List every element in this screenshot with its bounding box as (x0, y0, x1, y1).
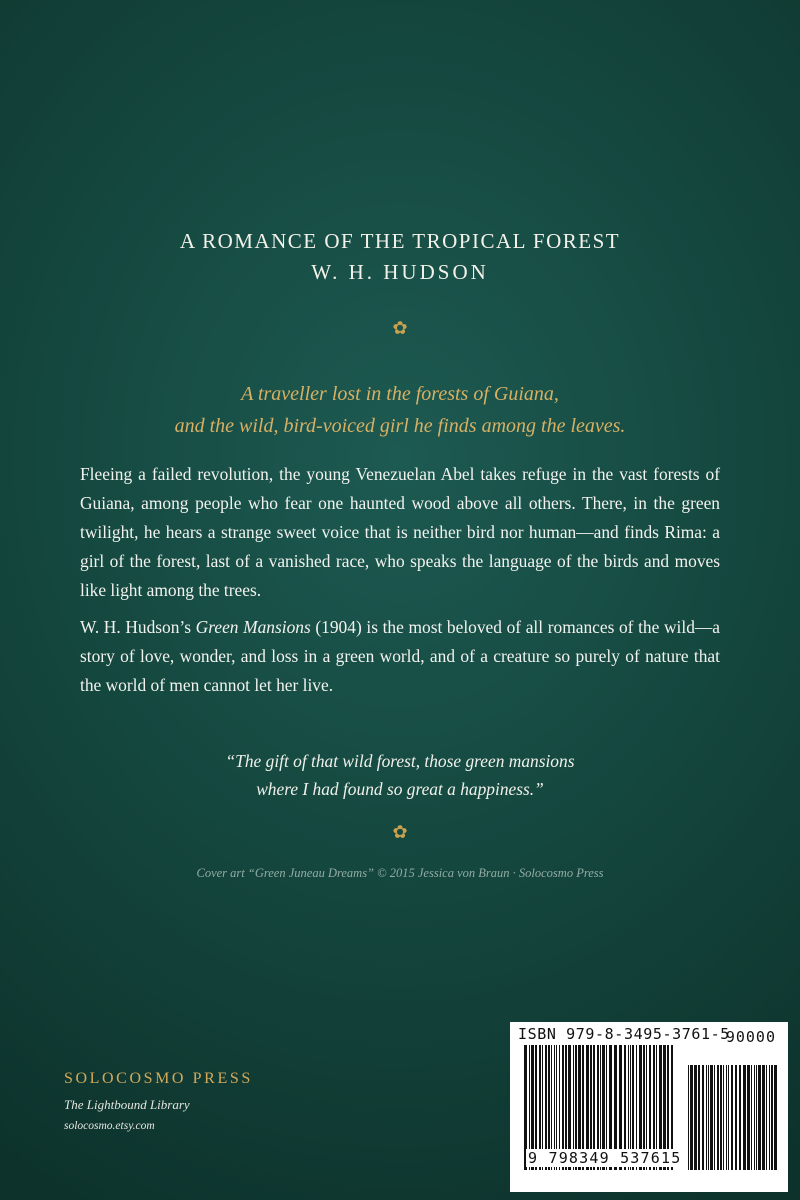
bars-addon-bar-8 (714, 1065, 715, 1170)
bars-addon-bar-22 (758, 1065, 761, 1170)
bars-addon-bar-20 (754, 1065, 755, 1170)
flower-ornament-icon: ✿ (392, 318, 408, 339)
bars-addon-bar-2 (694, 1065, 697, 1170)
bars-addon-bar-23 (762, 1065, 765, 1170)
addon-digits: 90000 (725, 1028, 776, 1046)
bars-addon-bar-17 (743, 1065, 746, 1170)
series-name: The Lightbound Library (64, 1097, 190, 1112)
bars-addon-bar-9 (717, 1065, 719, 1170)
bars-addon-bar-5 (706, 1065, 707, 1170)
bars-addon-bar-18 (747, 1065, 750, 1170)
tagline-line-2: and the wild, bird-voiced girl he finds among the leaves. (174, 415, 626, 437)
bars-addon-bar-0 (688, 1065, 689, 1170)
bars-addon-bar-12 (726, 1065, 727, 1170)
addon-bars (688, 1065, 778, 1170)
bars-addon-bar-10 (720, 1065, 722, 1170)
bars-addon-bar-16 (739, 1065, 741, 1170)
cover-credit: Cover art “Green Juneau Dreams” © 2015 Jessica von Braun · Solocosmo Press (196, 866, 604, 880)
bars-addon-bar-27 (774, 1065, 777, 1170)
blurb-paragraph-1: Fleeing a failed revolution, the young Venezuelan Abel takes refuge in the vast forests of Guiana, among people who fear one haunted wood above all others. There, in the green twilight, he hears a strange sweet voice that is neither bird nor human—and finds Rima: a girl of the forest, last of a vanished race, who speaks the language of the birds and moves like light among the trees. (80, 464, 720, 600)
bars-addon-bar-15 (735, 1065, 737, 1170)
bars-addon-bar-26 (771, 1065, 773, 1170)
tagline (0, 378, 800, 442)
bars-addon-bar-3 (698, 1065, 700, 1170)
book-title: Green Mansions (195, 617, 311, 637)
quote-line-2: where I had found so great a happiness.” (256, 779, 544, 799)
heading-block (0, 226, 800, 288)
publisher-block (64, 1070, 253, 1132)
bars-addon-bar-19 (751, 1065, 752, 1170)
bars-addon-bar-1 (690, 1065, 693, 1170)
bars-addon-bar-4 (702, 1065, 704, 1170)
bars-addon-bar-24 (766, 1065, 767, 1170)
bars-addon-bar-7 (710, 1065, 713, 1170)
bars-addon-bar-25 (769, 1065, 770, 1170)
bars-addon-bar-14 (731, 1065, 733, 1170)
bars-addon-bar-6 (708, 1065, 709, 1170)
quote-line-1: “The gift of that wild forest, those green mansions (225, 751, 575, 771)
bars-addon-bar-21 (756, 1065, 757, 1170)
blurb-p2-end: (1904) is the most beloved of all romances of the wild—a story of love, wonder, and loss in a green world, and of a creature so purely of nature that the world of men cannot let her live. (80, 617, 720, 695)
book-subtitle: A ROMANCE OF THE TROPICAL FOREST (179, 229, 621, 253)
publisher-website: solocosmo.etsy.com (64, 1120, 155, 1132)
blurb-p2-start: W. H. Hudson’s (80, 617, 196, 637)
tagline-line-1: A traveller lost in the forests of Guiana, (241, 383, 559, 405)
quote (0, 747, 800, 803)
isbn-text: ISBN 979-8-3495-3761-5 (518, 1025, 730, 1043)
blurb (80, 460, 720, 708)
bars-addon-bar-13 (728, 1065, 729, 1170)
book-author: W. H. HUDSON (311, 260, 489, 284)
ean-digits: 9 798349 537615 (528, 1149, 682, 1167)
publisher-name: SOLOCOSMO PRESS (64, 1070, 253, 1087)
bars-addon-bar-11 (723, 1065, 724, 1170)
blurb-paragraph-2 (80, 613, 720, 700)
barcode (510, 1022, 788, 1192)
flower-ornament-icon-2: ✿ (392, 822, 408, 843)
